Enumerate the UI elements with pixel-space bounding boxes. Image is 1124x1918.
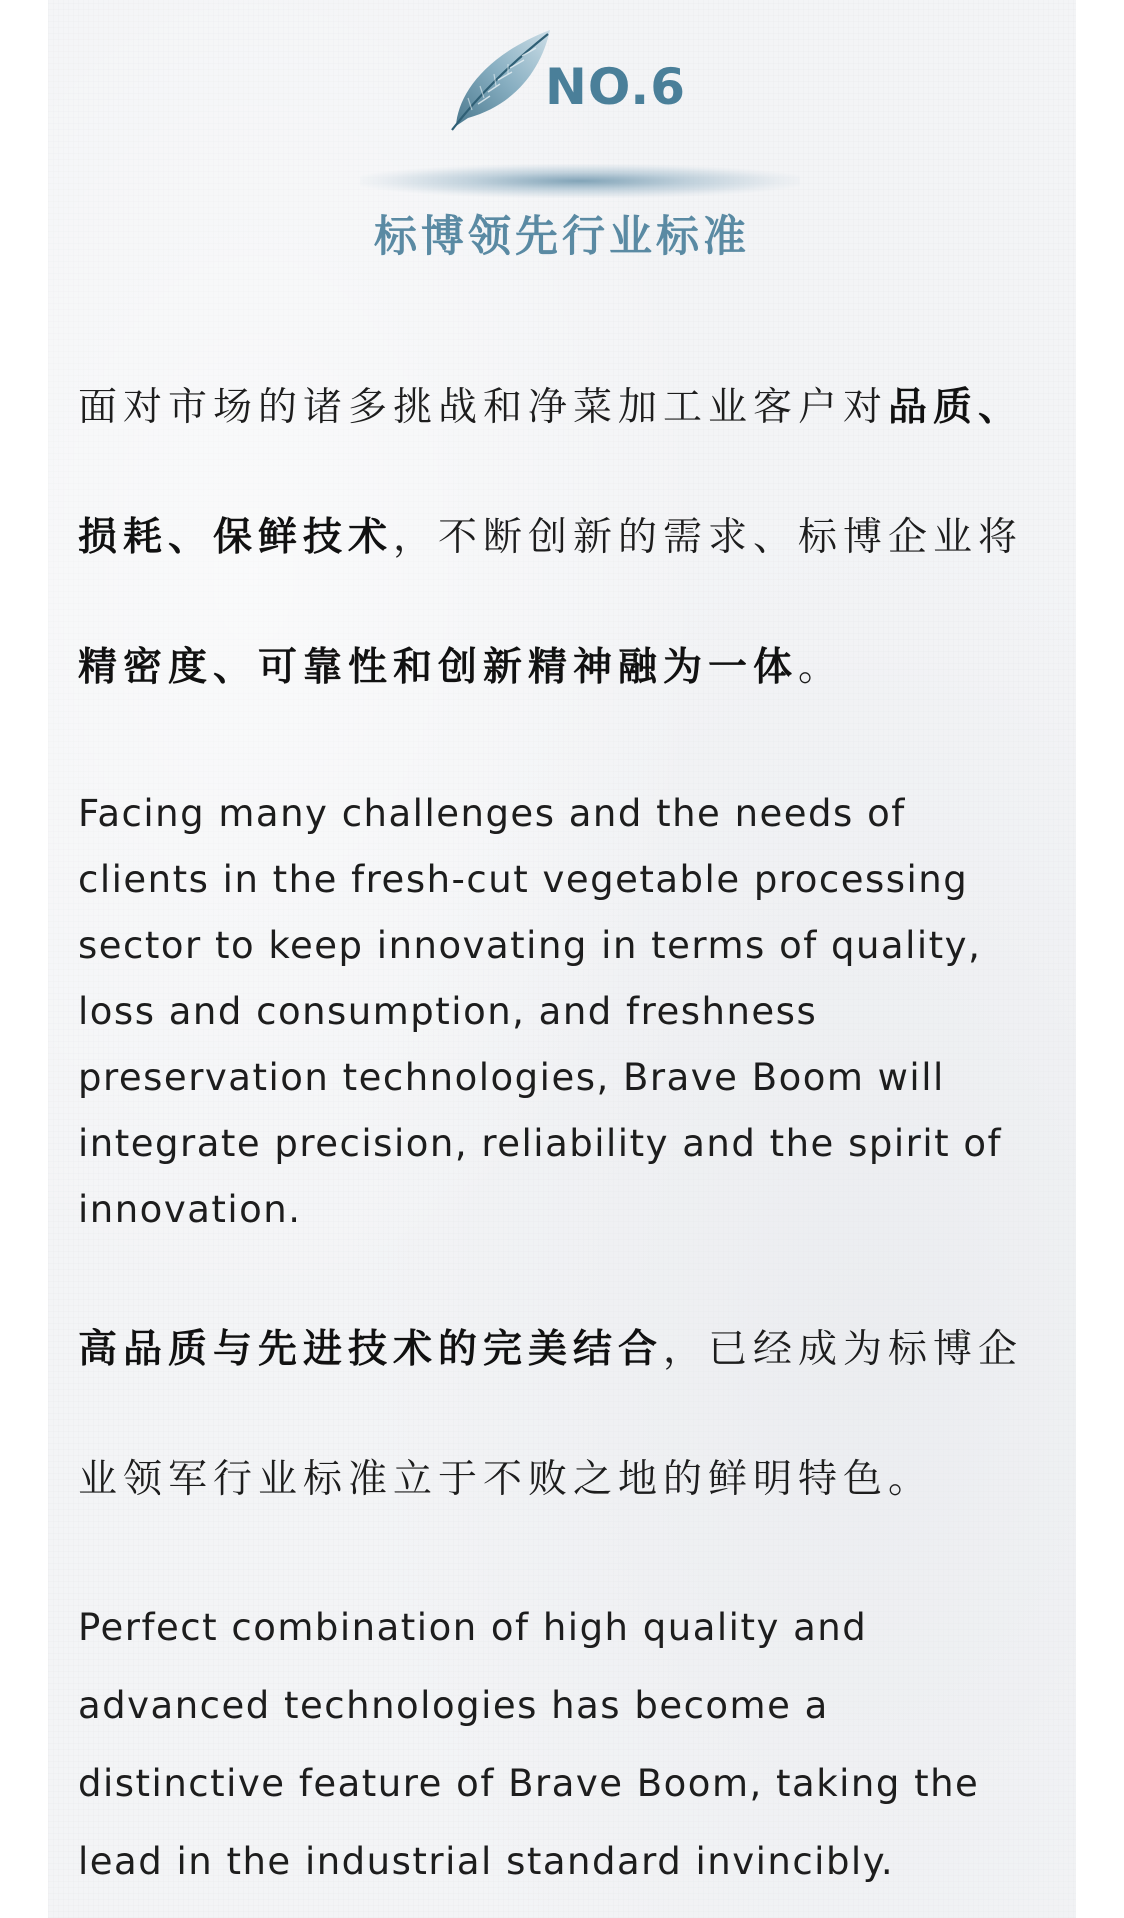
article-card: [48, 0, 1076, 1918]
chinese-paragraph-2: [78, 1285, 1058, 1545]
text-run: 。: [798, 645, 844, 690]
bold-text-run: 品质、损耗、保鲜技术: [78, 385, 1024, 560]
section-title: 标博领先行业标准: [374, 212, 750, 262]
english-paragraph-1: Facing many challenges and the needs of clients in the fresh-cut vegetable processing sector to keep innovating in terms of quality, loss and consumption, and freshness preservation technologies, Brave Boom will integrate precision, reliability and the spirit of innovation.: [78, 792, 1003, 1231]
text-run: 面对市场的诸多挑战和净菜加工业客户对: [78, 385, 889, 430]
bold-text-run: 精密度、可靠性和创新精神融为一体: [78, 645, 799, 690]
feather-icon: [438, 26, 558, 134]
english-paragraph-2: Perfect combination of high quality and advanced technologies has become a distinctive feature of Brave Boom, taking the lead in the industrial standard invincibly.: [78, 1606, 980, 1883]
section-number: NO.6: [545, 58, 687, 116]
title-glow-divider: [360, 164, 800, 198]
bold-text-run: 高品质与先进技术的完美结合: [78, 1327, 664, 1372]
section-header: [48, 0, 1076, 290]
text-run: ，已经成为标博企业领军行业标准立于不败之地的鲜明特色。: [78, 1327, 1024, 1502]
chinese-paragraph-1: [78, 343, 1058, 733]
text-run: ，不断创新的需求、标博企业将: [393, 515, 1024, 560]
